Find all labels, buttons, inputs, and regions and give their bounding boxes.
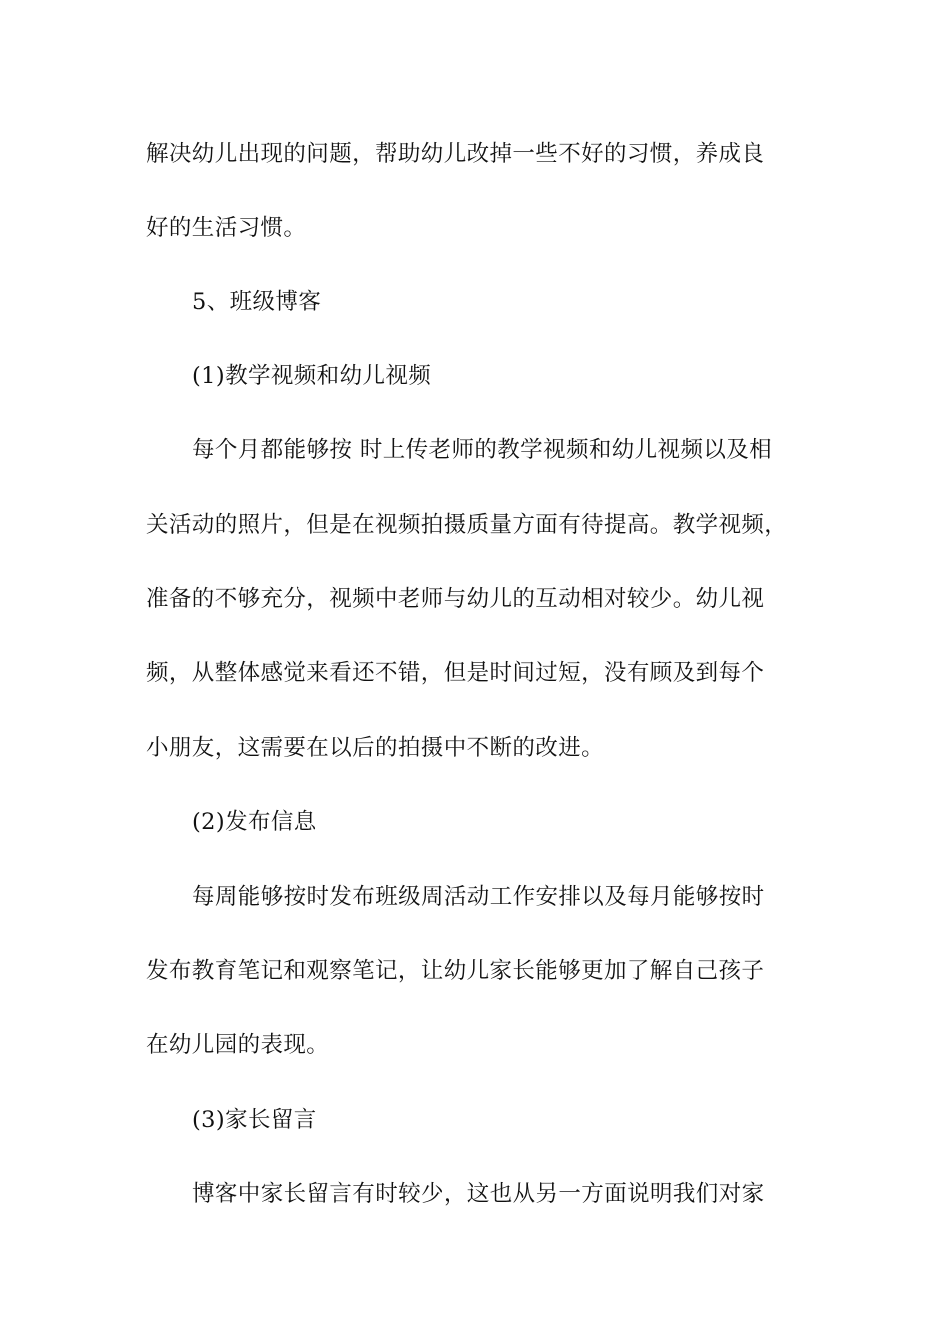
paragraph-line: 频，从整体感觉来看还不错，但是时间过短，没有顾及到每个	[146, 660, 765, 686]
paragraph-line: 在幼儿园的表现。	[146, 1032, 330, 1058]
subsection-heading: (2)发布信息	[192, 809, 317, 835]
paragraph-line: 小朋友，这需要在以后的拍摄中不断的改进。	[146, 735, 605, 761]
paragraph-line: 好的生活习惯。	[146, 215, 307, 241]
paragraph-line: 博客中家长留言有时较少，这也从另一方面说明我们对家	[192, 1181, 765, 1207]
paragraph-line: 每周能够按时发布班级周活动工作安排以及每月能够按时	[192, 884, 765, 910]
paragraph-line: 发布教育笔记和观察笔记，让幼儿家长能够更加了解自己孩子	[146, 958, 765, 984]
paragraph-line: 每个月都能够按 时上传老师的教学视频和幼儿视频以及相	[192, 437, 773, 463]
section-heading: 5、班级博客	[192, 289, 322, 315]
paragraph-line: 解决幼儿出现的问题，帮助幼儿改掉一些不好的习惯，养成良	[146, 141, 765, 167]
subsection-heading: (3)家长留言	[192, 1107, 317, 1133]
subsection-heading: (1)教学视频和幼儿视频	[192, 363, 432, 389]
paragraph-line: 关活动的照片，但是在视频拍摄质量方面有待提高。教学视频，	[146, 512, 788, 538]
paragraph-line: 准备的不够充分，视频中老师与幼儿的互动相对较少。幼儿视	[146, 586, 765, 612]
